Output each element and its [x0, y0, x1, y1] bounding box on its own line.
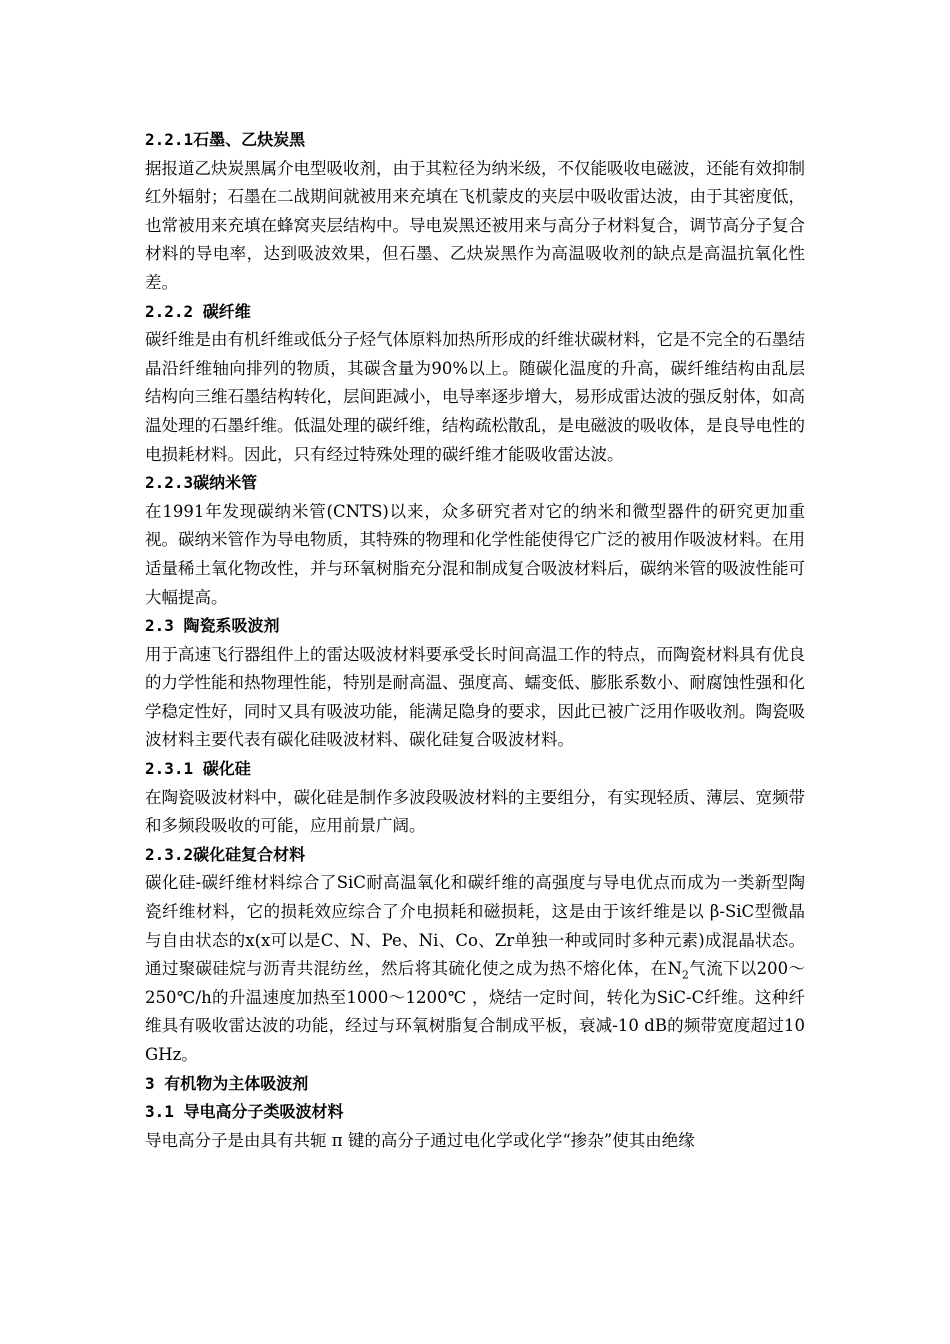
section-paragraph: 据报道乙炔炭黑属介电型吸收剂，由于其粒径为纳米级，不仅能吸收电磁波，还能有效抑制红外辐射；石墨在二战期间就被用来充填在飞机蒙皮的夹层中吸收雷达波，由于其密度低，也常被用来充填在蜂窝夹层结构中。导电炭黑还被用来与高分子材料复合，调节高分子复合材料的导电率，达到吸波效果，但石墨、乙炔炭黑作为高温吸收剂的缺点是高温抗氧化性差。	[145, 158, 805, 292]
section-paragraph: 用于高速飞行器组件上的雷达吸波材料要承受长时间高温工作的特点，而陶瓷材料具有优良的力学性能和热物理性能，特别是耐高温、强度高、蠕变低、膨胀系数小、耐腐蚀性强和化学稳定性好，同时又具有吸波功能，能满足隐身的要求，因此已被广泛用作吸收剂。陶瓷吸波材料主要代表有碳化硅吸波材料、碳化硅复合吸波材料。	[145, 644, 805, 750]
section-heading: 2.3.2碳化硅复合材料	[145, 844, 306, 864]
subscript-text: 2	[681, 968, 689, 982]
section-heading: 3 有机物为主体吸波剂	[145, 1073, 309, 1093]
paragraph-text: 碳化硅-碳纤维材料综合了SiC耐高温氧化和碳纤维的高强度与导电优点而成为一类新型陶瓷纤维材料，它的损耗效应综合了介电损耗和磁损耗，这是由于该纤维是以 β-SiC型微晶与自由状态的x(x可以是C、N、Pe、Ni、Co、Zr单独一种或同时多种元素)成混晶状态。通过聚碳硅烷与沥青共混纺丝，然后将其硫化使之成为热不熔化体，在N	[145, 873, 805, 979]
section-heading: 2.2.1石墨、乙炔炭黑	[145, 130, 306, 149]
section-heading: 2.2.3碳纳米管	[145, 473, 258, 493]
section-heading: 2.2.2 碳纤维	[145, 301, 251, 321]
section-heading: 2.3 陶瓷系吸波剂	[145, 616, 280, 636]
section-paragraph: 在陶瓷吸波材料中，碳化硅是制作多波段吸波材料的主要组分，有实现轻质、薄层、宽频带和多频段吸收的可能，应用前景广阔。	[145, 787, 805, 836]
section-paragraph: 在1991年发现碳纳米管(CNTS)以来，众多研究者对它的纳米和微型器件的研究更加重视。碳纳米管作为导电物质，其特殊的物理和化学性能使得它广泛的被用作吸波材料。在用适量稀土氧化物改性，并与环氧树脂充分混和制成复合吸波材料后，碳纳米管的吸波性能可大幅提高。	[145, 501, 805, 607]
section-paragraph: 导电高分子是由具有共轭 π 键的高分子通过电化学或化学“掺杂”使其由绝缘	[145, 1130, 695, 1150]
section-paragraph	[145, 869, 805, 1069]
paragraph-text: 气流下以200～250℃/h的升温速度加热至1000～1200℃ ，烧结一定时间，转化为SiC-C纤维。这种纤维具有吸收雷达波的功能，经过与环氧树脂复合制成平板，衰减-10 dB的频带宽度超过10 GHz。	[145, 959, 806, 1064]
section-heading: 2.3.1 碳化硅	[145, 759, 251, 779]
document-page	[145, 126, 805, 1155]
section-paragraph: 碳纤维是由有机纤维或低分子烃气体原料加热所形成的纤维状碳材料，它是不完全的石墨结晶沿纤维轴向排列的物质，其碳含量为90%以上。随碳化温度的升高，碳纤维结构由乱层结构向三维石墨结构转化，层间距减小，电导率逐步增大，易形成雷达波的强反射体，如高温处理的石墨纤维。低温处理的碳纤维，结构疏松散乱，是电磁波的吸收体，是良导电性的电损耗材料。因此，只有经过特殊处理的碳纤维才能吸收雷达波。	[145, 330, 805, 464]
section-heading: 3.1 导电高分子类吸波材料	[145, 1102, 344, 1122]
